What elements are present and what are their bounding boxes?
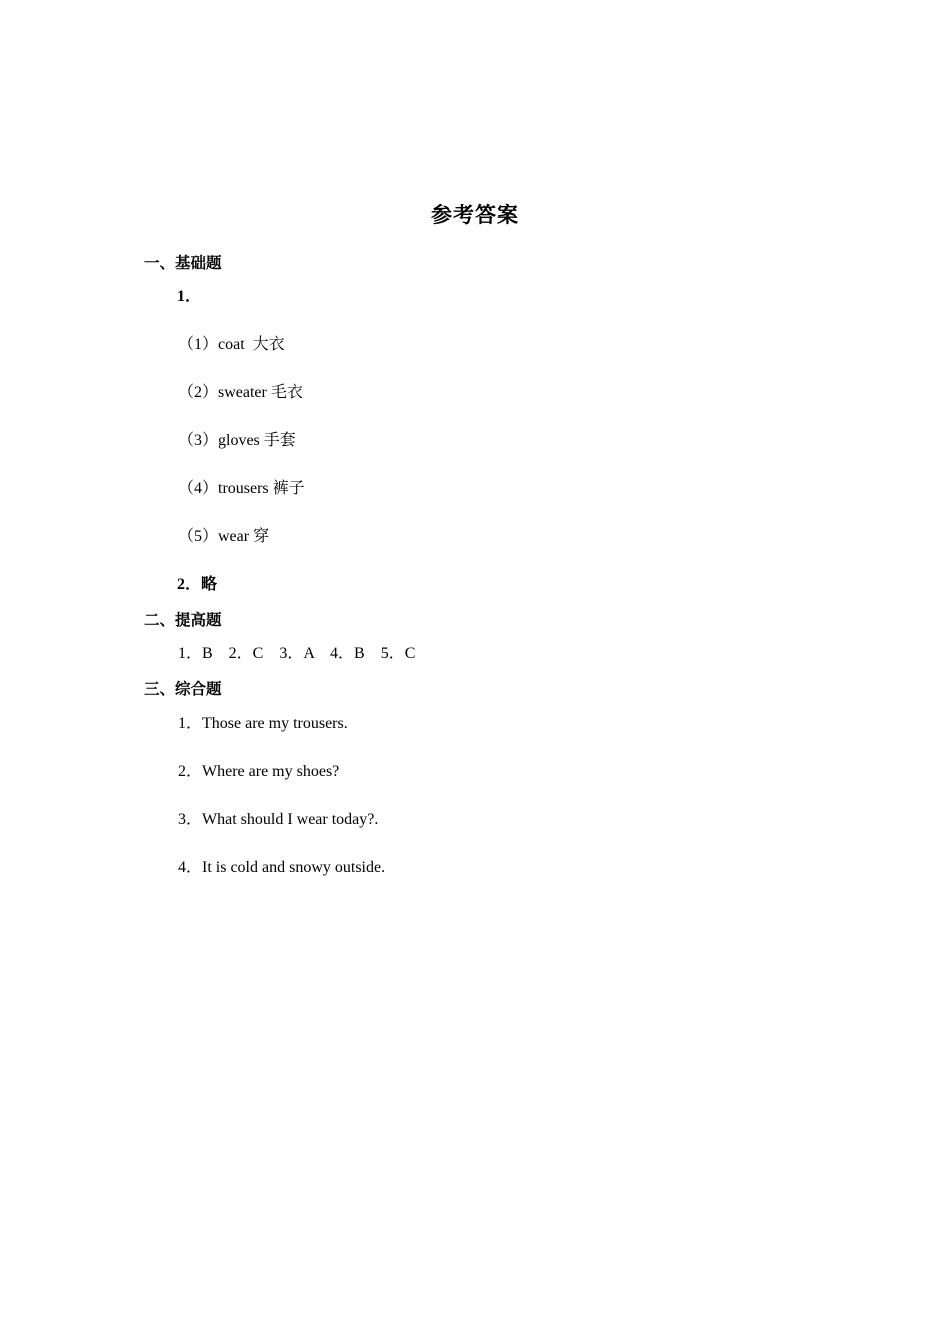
vocab-item: （1）coat 大衣 [178, 336, 285, 353]
vocab-item: （4）trousers 裤子 [178, 480, 305, 497]
sentence-answer: 3．What should I wear today?. [178, 811, 379, 828]
sentence-answer: 2．Where are my shoes? [178, 763, 340, 780]
section-heading-comprehensive: 三、综合题 [144, 680, 222, 698]
question-2-label: 2．略 [177, 576, 218, 593]
vocab-item: （3）gloves 手套 [178, 432, 296, 449]
sentence-answer: 4．It is cold and snowy outside. [178, 859, 386, 876]
vocab-item: （5）wear 穿 [178, 528, 270, 545]
question-1-label: 1． [177, 288, 202, 305]
vocab-item: （2）sweater 毛衣 [178, 384, 303, 401]
page-title: 参考答案 [431, 203, 519, 227]
section-heading-basic: 一、基础题 [144, 254, 222, 272]
choice-answers: 1．B 2．C 3．A 4．B 5．C [178, 645, 416, 662]
section-heading-advanced: 二、提高题 [144, 611, 222, 629]
sentence-answer: 1．Those are my trousers. [178, 715, 348, 732]
